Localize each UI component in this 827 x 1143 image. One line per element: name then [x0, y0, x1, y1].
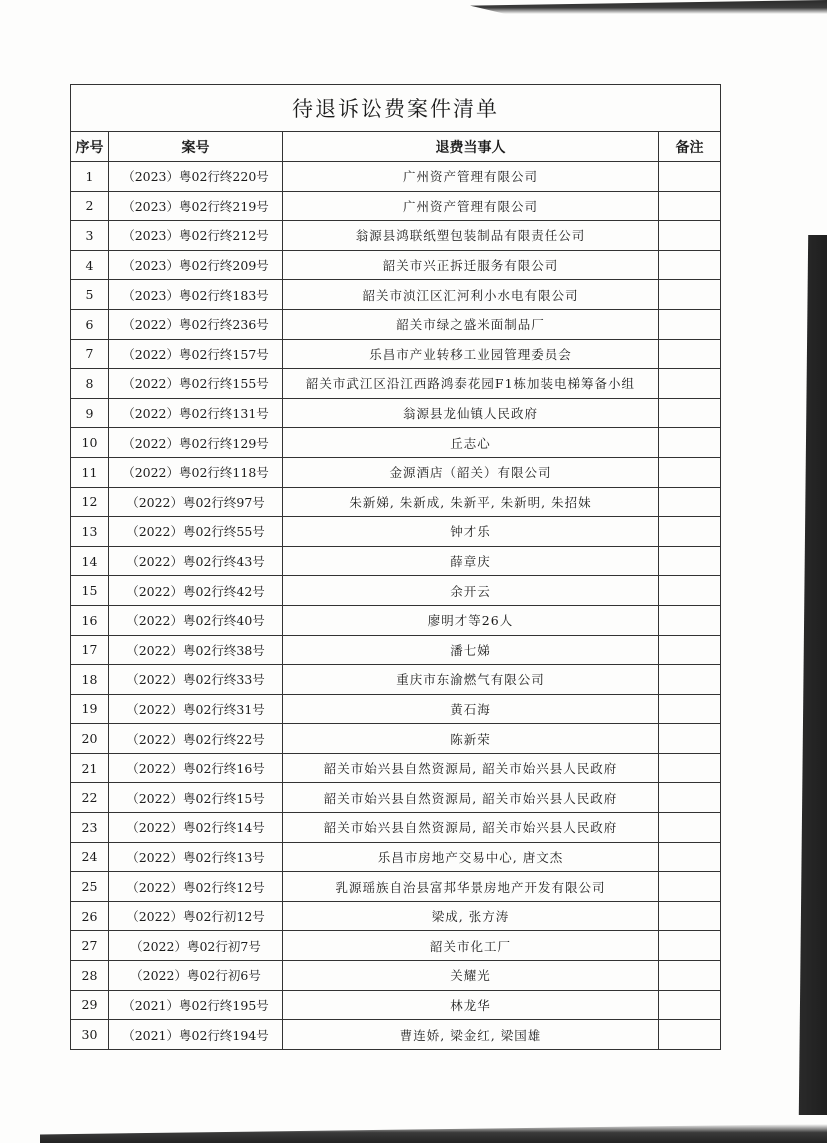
- case-number: （2023）粤02行终183号: [109, 280, 283, 310]
- row-number: 7: [71, 339, 109, 369]
- row-note: [659, 961, 721, 991]
- table-row: [71, 753, 721, 783]
- table-row: [71, 990, 721, 1020]
- table-row: [71, 221, 721, 251]
- case-number: （2022）粤02行终129号: [109, 428, 283, 458]
- table-row: [71, 961, 721, 991]
- row-note: [659, 487, 721, 517]
- row-note: [659, 191, 721, 221]
- refund-party: 朱新娣, 朱新成, 朱新平, 朱新明, 朱招妹: [283, 487, 659, 517]
- table-row: [71, 369, 721, 399]
- row-number: 14: [71, 546, 109, 576]
- row-number: 1: [71, 162, 109, 192]
- table-row: [71, 576, 721, 606]
- case-number: （2023）粤02行终212号: [109, 221, 283, 251]
- row-number: 12: [71, 487, 109, 517]
- refund-party: 陈新荣: [283, 724, 659, 754]
- case-number: （2022）粤02行终155号: [109, 369, 283, 399]
- row-number: 2: [71, 191, 109, 221]
- table-row: [71, 339, 721, 369]
- refund-party: 韶关市化工厂: [283, 931, 659, 961]
- row-number: 9: [71, 398, 109, 428]
- row-note: [659, 250, 721, 280]
- table-row: [71, 1020, 721, 1050]
- case-number: （2023）粤02行终220号: [109, 162, 283, 192]
- case-number: （2022）粤02行终14号: [109, 813, 283, 843]
- row-note: [659, 309, 721, 339]
- case-number: （2022）粤02行终40号: [109, 605, 283, 635]
- header-note: 备注: [659, 132, 721, 162]
- case-number: （2021）粤02行终195号: [109, 990, 283, 1020]
- row-note: [659, 753, 721, 783]
- refund-party: 廖明才等26人: [283, 605, 659, 635]
- row-note: [659, 694, 721, 724]
- table-row: [71, 162, 721, 192]
- case-number: （2022）粤02行终118号: [109, 457, 283, 487]
- row-note: [659, 162, 721, 192]
- table-row: [71, 813, 721, 843]
- case-number: （2022）粤02行初6号: [109, 961, 283, 991]
- refund-party: 林龙华: [283, 990, 659, 1020]
- case-number: （2022）粤02行终12号: [109, 872, 283, 902]
- table-row: [71, 724, 721, 754]
- refund-party: 韶关市始兴县自然资源局, 韶关市始兴县人民政府: [283, 783, 659, 813]
- row-number: 27: [71, 931, 109, 961]
- row-number: 23: [71, 813, 109, 843]
- table-body: [71, 162, 721, 1050]
- scan-shadow-bottom: [40, 1124, 827, 1143]
- row-note: [659, 813, 721, 843]
- row-note: [659, 398, 721, 428]
- case-number: （2022）粤02行初12号: [109, 901, 283, 931]
- row-note: [659, 517, 721, 547]
- header-no: 序号: [71, 132, 109, 162]
- row-number: 3: [71, 221, 109, 251]
- row-note: [659, 339, 721, 369]
- row-number: 20: [71, 724, 109, 754]
- refund-party: 广州资产管理有限公司: [283, 191, 659, 221]
- refund-party: 韶关市浈江区汇河利小水电有限公司: [283, 280, 659, 310]
- refund-party: 薛章庆: [283, 546, 659, 576]
- table-row: [71, 487, 721, 517]
- row-number: 8: [71, 369, 109, 399]
- row-note: [659, 842, 721, 872]
- scan-shadow-top: [470, 0, 827, 14]
- row-note: [659, 457, 721, 487]
- case-number: （2022）粤02行终42号: [109, 576, 283, 606]
- row-number: 10: [71, 428, 109, 458]
- case-number: （2022）粤02行终13号: [109, 842, 283, 872]
- refund-party: 梁成, 张方涛: [283, 901, 659, 931]
- row-number: 4: [71, 250, 109, 280]
- table-row: [71, 635, 721, 665]
- case-number: （2021）粤02行终194号: [109, 1020, 283, 1050]
- refund-party: 广州资产管理有限公司: [283, 162, 659, 192]
- row-number: 21: [71, 753, 109, 783]
- refund-party: 乳源瑶族自治县富邦华景房地产开发有限公司: [283, 872, 659, 902]
- row-note: [659, 280, 721, 310]
- row-note: [659, 546, 721, 576]
- row-note: [659, 872, 721, 902]
- row-number: 22: [71, 783, 109, 813]
- row-number: 17: [71, 635, 109, 665]
- row-note: [659, 605, 721, 635]
- refund-party: 翁源县龙仙镇人民政府: [283, 398, 659, 428]
- table-row: [71, 398, 721, 428]
- scan-shadow-right: [780, 235, 827, 1115]
- refund-case-table: [70, 84, 721, 1050]
- row-note: [659, 428, 721, 458]
- case-number: （2022）粤02行终97号: [109, 487, 283, 517]
- row-number: 11: [71, 457, 109, 487]
- table-row: [71, 783, 721, 813]
- case-number: （2022）粤02行终236号: [109, 309, 283, 339]
- refund-party: 钟才乐: [283, 517, 659, 547]
- refund-party: 乐昌市房地产交易中心, 唐文杰: [283, 842, 659, 872]
- table-row: [71, 901, 721, 931]
- table-row: [71, 842, 721, 872]
- row-number: 6: [71, 309, 109, 339]
- row-note: [659, 221, 721, 251]
- refund-party: 丘志心: [283, 428, 659, 458]
- table-row: [71, 931, 721, 961]
- case-number: （2022）粤02行终33号: [109, 665, 283, 695]
- row-number: 19: [71, 694, 109, 724]
- table-row: [71, 546, 721, 576]
- refund-party: 黄石海: [283, 694, 659, 724]
- case-number: （2022）粤02行终22号: [109, 724, 283, 754]
- refund-party: 潘七娣: [283, 635, 659, 665]
- row-note: [659, 990, 721, 1020]
- case-number: （2023）粤02行终209号: [109, 250, 283, 280]
- case-number: （2023）粤02行终219号: [109, 191, 283, 221]
- row-note: [659, 724, 721, 754]
- row-number: 16: [71, 605, 109, 635]
- refund-party: 曹连娇, 梁金红, 梁国雄: [283, 1020, 659, 1050]
- table-row: [71, 457, 721, 487]
- table-row: [71, 428, 721, 458]
- table-row: [71, 250, 721, 280]
- table-row: [71, 280, 721, 310]
- header-party: 退费当事人: [283, 132, 659, 162]
- table-row: [71, 872, 721, 902]
- refund-party: 乐昌市产业转移工业园管理委员会: [283, 339, 659, 369]
- row-note: [659, 783, 721, 813]
- table-row: [71, 517, 721, 547]
- refund-party: 翁源县鸿联纸塑包装制品有限责任公司: [283, 221, 659, 251]
- row-number: 30: [71, 1020, 109, 1050]
- table-row: [71, 694, 721, 724]
- refund-party: 韶关市始兴县自然资源局, 韶关市始兴县人民政府: [283, 753, 659, 783]
- table-header-row: [71, 132, 721, 162]
- case-number: （2022）粤02行终43号: [109, 546, 283, 576]
- row-number: 28: [71, 961, 109, 991]
- row-note: [659, 1020, 721, 1050]
- row-note: [659, 931, 721, 961]
- row-number: 26: [71, 901, 109, 931]
- row-number: 13: [71, 517, 109, 547]
- table-row: [71, 605, 721, 635]
- case-number: （2022）粤02行终31号: [109, 694, 283, 724]
- row-number: 15: [71, 576, 109, 606]
- row-number: 24: [71, 842, 109, 872]
- refund-party: 关耀光: [283, 961, 659, 991]
- case-number: （2022）粤02行终16号: [109, 753, 283, 783]
- refund-party: 韶关市绿之盛米面制品厂: [283, 309, 659, 339]
- case-number: （2022）粤02行终157号: [109, 339, 283, 369]
- case-number: （2022）粤02行终15号: [109, 783, 283, 813]
- table-row: [71, 665, 721, 695]
- refund-party: 金源酒店（韶关）有限公司: [283, 457, 659, 487]
- header-case: 案号: [109, 132, 283, 162]
- row-note: [659, 901, 721, 931]
- case-number: （2022）粤02行初7号: [109, 931, 283, 961]
- row-note: [659, 369, 721, 399]
- table-row: [71, 191, 721, 221]
- case-number: （2022）粤02行终131号: [109, 398, 283, 428]
- document-title: 待退诉讼费案件清单: [71, 85, 721, 132]
- case-number: （2022）粤02行终55号: [109, 517, 283, 547]
- row-note: [659, 635, 721, 665]
- row-number: 18: [71, 665, 109, 695]
- row-note: [659, 576, 721, 606]
- refund-party: 余开云: [283, 576, 659, 606]
- table-row: [71, 309, 721, 339]
- row-number: 25: [71, 872, 109, 902]
- row-note: [659, 665, 721, 695]
- row-number: 5: [71, 280, 109, 310]
- row-number: 29: [71, 990, 109, 1020]
- refund-party: 韶关市始兴县自然资源局, 韶关市始兴县人民政府: [283, 813, 659, 843]
- refund-party: 韶关市兴正拆迁服务有限公司: [283, 250, 659, 280]
- refund-party: 重庆市东渝燃气有限公司: [283, 665, 659, 695]
- refund-party: 韶关市武江区沿江西路鸿泰花园F1栋加装电梯筹备小组: [283, 369, 659, 399]
- case-number: （2022）粤02行终38号: [109, 635, 283, 665]
